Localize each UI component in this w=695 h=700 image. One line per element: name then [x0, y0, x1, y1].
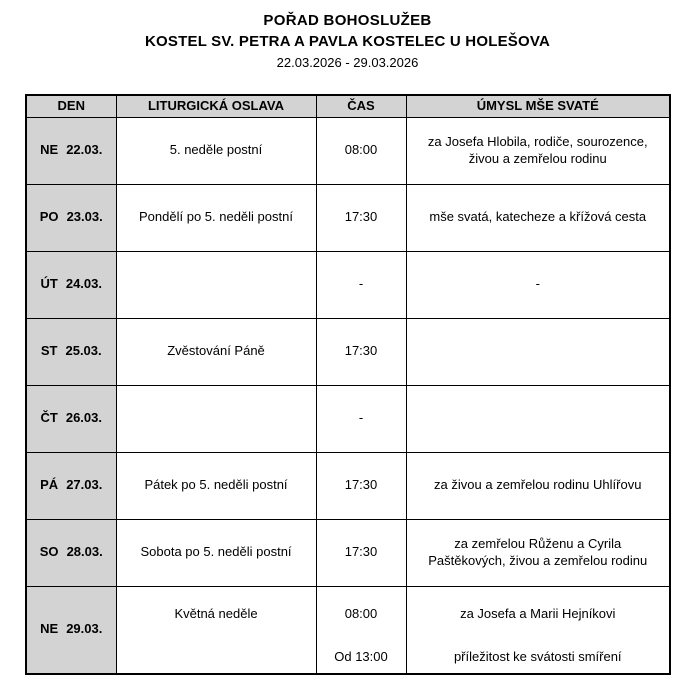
celebration-cell: Pátek po 5. neděli postní: [116, 452, 316, 519]
day-abbreviation: ÚT: [40, 276, 58, 292]
day-date: 24.03.: [65, 276, 102, 292]
table-row: [26, 117, 670, 184]
intention-cell: mše svatá, katecheze a křížová cesta: [406, 184, 670, 251]
celebration-cell: [116, 586, 316, 674]
table-row: [26, 385, 670, 452]
celebration-cell: [116, 251, 316, 318]
column-header-time: ČAS: [316, 95, 406, 117]
celebration-text: Květná neděle: [174, 606, 258, 622]
day-cell: [26, 184, 116, 251]
table-row: [26, 586, 670, 674]
intention-secondary: příležitost ke svátosti smíření: [453, 649, 622, 665]
day-cell: [26, 586, 116, 674]
day-date: 22.03.: [66, 142, 103, 158]
day-cell: [26, 318, 116, 385]
day-cell: [26, 117, 116, 184]
column-header-intention: ÚMYSL MŠE SVATÉ: [406, 95, 670, 117]
header-row: [26, 95, 670, 117]
day-date: 26.03.: [65, 410, 102, 426]
time-primary: 08:00: [344, 606, 378, 622]
intention-cell: [406, 586, 670, 674]
time-cell: -: [316, 385, 406, 452]
celebration-cell: [116, 385, 316, 452]
date-range: 22.03.2026 - 29.03.2026: [276, 55, 419, 70]
day-abbreviation: NE: [40, 142, 59, 158]
celebration-cell: 5. neděle postní: [116, 117, 316, 184]
celebration-cell: Sobota po 5. neděli postní: [116, 519, 316, 586]
day-date: 25.03.: [65, 343, 102, 359]
time-cell: 17:30: [316, 452, 406, 519]
table-row: [26, 251, 670, 318]
day-cell: [26, 452, 116, 519]
time-secondary: Od 13:00: [334, 649, 388, 665]
celebration-cell: Pondělí po 5. neděli postní: [116, 184, 316, 251]
intention-cell: [406, 318, 670, 385]
day-cell: [26, 519, 116, 586]
table-row: [26, 318, 670, 385]
schedule-table: [25, 94, 671, 675]
time-cell: 17:30: [316, 519, 406, 586]
day-date: 28.03.: [66, 544, 103, 560]
day-abbreviation: PO: [39, 209, 59, 225]
time-cell: -: [316, 251, 406, 318]
intention-cell: za živou a zemřelou rodinu Uhlířovu: [406, 452, 670, 519]
day-abbreviation: NE: [40, 621, 59, 637]
intention-cell: za zemřelou Růženu a Cyrila Paštěkových, živou a zemřelou rodinu: [406, 519, 670, 586]
intention-primary: za Josefa a Marii Hejníkovi: [460, 606, 616, 622]
table-row: [26, 184, 670, 251]
column-header-celebration: LITURGICKÁ OSLAVA: [116, 95, 316, 117]
day-abbreviation: SO: [39, 544, 59, 560]
time-cell: 08:00: [316, 117, 406, 184]
celebration-cell: Zvěstování Páně: [116, 318, 316, 385]
table-row: [26, 452, 670, 519]
time-cell: 17:30: [316, 184, 406, 251]
intention-cell: [406, 385, 670, 452]
page-title: POŘAD BOHOSLUŽEB: [263, 12, 432, 29]
day-abbreviation: ČT: [40, 410, 58, 426]
time-cell: 17:30: [316, 318, 406, 385]
day-abbreviation: PÁ: [40, 477, 59, 493]
day-date: 29.03.: [66, 621, 103, 637]
church-name: KOSTEL SV. PETRA A PAVLA KOSTELEC U HOLEŠOVA: [145, 33, 550, 50]
page-header: [0, 0, 695, 70]
day-cell: [26, 251, 116, 318]
column-header-day: DEN: [26, 95, 116, 117]
day-date: 23.03.: [66, 209, 103, 225]
day-date: 27.03.: [66, 477, 103, 493]
table-row: [26, 519, 670, 586]
intention-cell: -: [406, 251, 670, 318]
intention-cell: za Josefa Hlobila, rodiče, sourozence, živou a zemřelou rodinu: [406, 117, 670, 184]
table-header: [26, 95, 670, 117]
day-cell: [26, 385, 116, 452]
time-cell: [316, 586, 406, 674]
celebration-text-secondary: [117, 643, 316, 673]
day-abbreviation: ST: [40, 343, 58, 359]
